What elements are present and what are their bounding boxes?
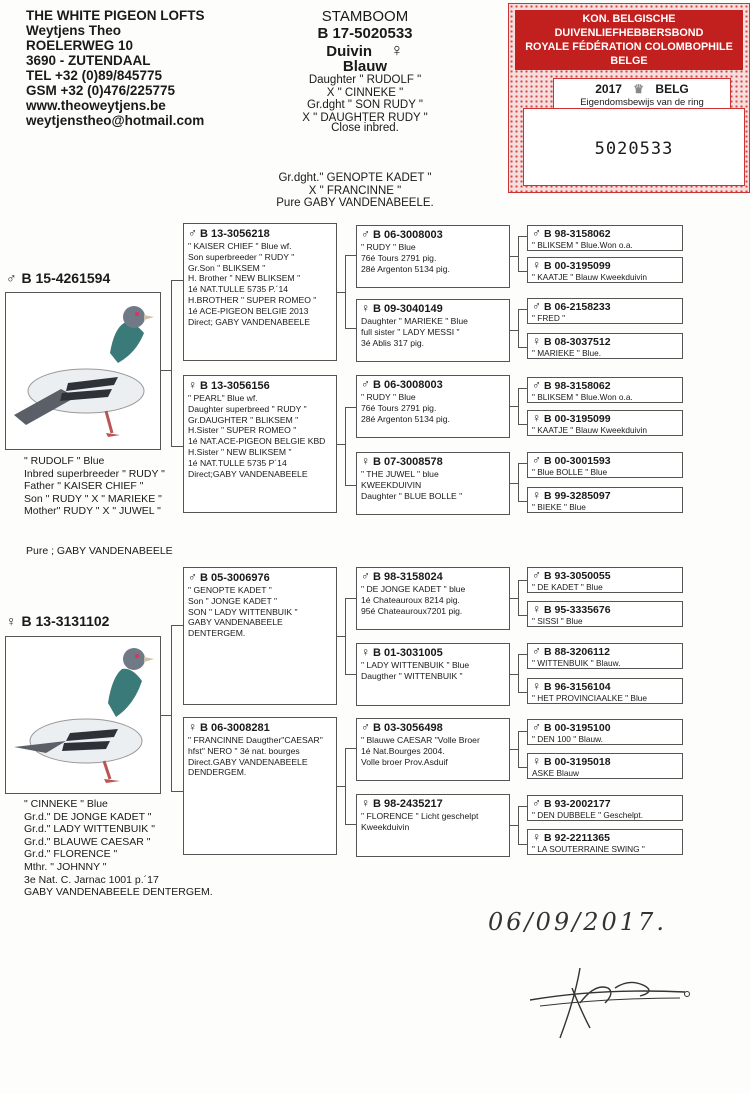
female-icon: ♀ — [188, 720, 197, 734]
box-line: " RUDY " Blue — [361, 242, 416, 252]
pedigree-box-gen4 — [527, 487, 683, 513]
pedigree-box-gen3 — [356, 643, 510, 706]
stamp-header — [515, 10, 743, 70]
page-title: STAMBOOM — [321, 8, 409, 25]
pedigree-box-sire-dam — [183, 375, 337, 513]
header-line: Close inbred. — [331, 122, 399, 134]
box-line: " WITTENBUIK " Blauw. — [532, 658, 621, 668]
male-icon: ♂ — [532, 453, 541, 467]
pedigree-box-gen4 — [527, 333, 683, 359]
pedigree-box-gen3 — [356, 794, 510, 857]
female-icon: ♀ — [532, 754, 541, 768]
box-line: 1é NAT.ACE-PIGEON BELGIE KBD — [188, 436, 326, 447]
pedigree-box-gen4 — [527, 795, 683, 821]
pedigree-box-gen4 — [527, 298, 683, 324]
connector — [510, 825, 518, 826]
box-line: " BLIKSEM " Blue.Won o.a. — [532, 392, 633, 402]
box-line: " RUDY " Blue — [361, 392, 416, 402]
stamp-org-nl: KON. BELGISCHE DUIVENLIEFHEBBERSBOND — [554, 13, 704, 39]
box-line: " LA SOUTERRAINE SWING " — [532, 844, 645, 854]
box-line: 1é Nat.Bourges 2004. — [361, 745, 445, 756]
box-line: " DEN 100 " Blauw. — [532, 734, 603, 744]
box-line: H.BROTHER " SUPER ROMEO " — [188, 294, 317, 305]
box-line: Daugther " WITTENBUIK " — [361, 670, 463, 681]
box-line: Gr.Son " BLIKSEM " — [188, 262, 266, 273]
pedigree-box-gen4 — [527, 257, 683, 283]
female-icon: ♀ — [532, 488, 541, 502]
female-icon: ♀ — [532, 679, 541, 693]
male-icon: ♂ — [361, 227, 370, 241]
ring-number: B 00-3195018 — [544, 756, 611, 768]
connector — [510, 674, 518, 675]
female-icon: ♀ — [532, 334, 541, 348]
male-icon: ♂ — [532, 568, 541, 582]
box-line: Daughter " MARIEKE " Blue — [361, 316, 468, 326]
male-icon: ♂ — [361, 720, 370, 734]
pedigree-box-gen4 — [527, 567, 683, 593]
lineage-note-line: X " FRANCINNE " — [308, 184, 402, 197]
desc-line: 3e Nat. C. Jarnac 1001 p.´17 — [24, 873, 159, 886]
pedigree-box-gen3 — [356, 225, 510, 288]
box-line: GABY VANDENABEELE — [188, 617, 283, 628]
box-line: full sister " LADY MESSI " — [361, 326, 460, 337]
box-line: hfst" NERO " 3é nat. bourges — [188, 745, 300, 756]
owner-block — [26, 8, 205, 128]
box-line: " DEN DUBBELE " Geschelpt. — [532, 810, 644, 820]
box-line: " BIEKE " Blue — [532, 502, 586, 512]
box-line: Direct;GABY VANDENABEELE — [188, 468, 308, 479]
ring-number: B 98-2435217 — [373, 798, 443, 810]
ring-number: B 98-3158062 — [544, 228, 611, 240]
box-line: Daughter " BLUE BOLLE " — [361, 490, 463, 501]
male-icon: ♂ — [532, 378, 541, 392]
connector — [510, 483, 518, 484]
female-icon: ♀ — [532, 830, 541, 844]
box-line: Son superbreeder " RUDY " — [188, 251, 295, 262]
female-icon: ♀ — [532, 258, 541, 272]
connector — [337, 786, 345, 787]
ring-number: B 06-2158233 — [544, 301, 611, 313]
box-line: 95é Chateauroux7201 pig. — [361, 605, 463, 616]
box-line: Kweekduivin — [361, 821, 410, 832]
desc-line: " RUDOLF " Blue — [24, 455, 105, 467]
pigeon-image — [6, 637, 160, 793]
sire-photo — [5, 292, 161, 450]
box-line: 3é Ablis 317 pig. — [361, 337, 425, 348]
male-icon: ♂ — [532, 644, 541, 658]
ring-number: B 06-3008003 — [373, 229, 443, 241]
box-line: 76é Tours 2791 pig. — [361, 252, 437, 263]
connector — [510, 330, 518, 331]
box-line: H.Sister " NEW BLIKSEM " — [188, 446, 292, 457]
ring-number: B 00-3195099 — [544, 413, 611, 425]
box-line: 1é ACE-PIGEON BELGIE 2013 — [188, 305, 309, 316]
desc-line: " CINNEKE " Blue — [24, 798, 108, 810]
pedigree-box-gen3 — [356, 299, 510, 362]
box-line: " LADY WITTENBUIK " Blue — [361, 660, 470, 670]
box-line: KWEEKDUIVIN — [361, 479, 422, 490]
ring-number: B 13-3056218 — [200, 228, 270, 240]
box-line: DENTERGEM. — [188, 628, 246, 639]
box-line: 1é NAT.TULLE 5735 P´14 — [188, 457, 287, 468]
header-line: X " DAUGHTER RUDY " — [302, 111, 428, 124]
box-line: " Blauwe CAESAR "Volle Broer — [361, 735, 480, 745]
box-line: SON " LADY WITTENBUIK " — [188, 606, 298, 617]
box-line: " PEARL" Blue wf. — [188, 393, 258, 403]
sire-ring — [6, 270, 110, 286]
female-icon: ♀ — [188, 378, 197, 392]
pedigree-box-sire-sire — [183, 223, 337, 361]
box-line: Daughter superbreed " RUDY " — [188, 403, 307, 414]
ring-ownership-stamp — [508, 3, 750, 193]
box-line: " FLORENCE " Licht geschelpt — [361, 811, 479, 821]
connector — [337, 636, 345, 637]
desc-line: Gr.d." FLORENCE " — [24, 848, 118, 861]
owner-line: GSM +32 (0)476/225775 — [26, 83, 175, 98]
female-icon: ♀ — [361, 796, 370, 810]
lineage-note-line: Pure GABY VANDENABEELE. — [276, 197, 434, 209]
ring-number: B 98-3158062 — [544, 380, 611, 392]
ring-number: B 92-2211365 — [544, 832, 610, 844]
desc-line: Mother" RUDY " X " JUWEL " — [24, 505, 161, 518]
box-line: H. Brother " NEW BLIKSEM " — [188, 273, 301, 284]
box-line: " MARIEKE " Blue. — [532, 348, 602, 358]
sire-description — [24, 455, 165, 518]
ring-number: B 06-3008003 — [373, 379, 443, 391]
box-line: DENDERGEM. — [188, 767, 247, 778]
pedigree-box-gen4 — [527, 601, 683, 627]
box-line: 1é Chateauroux 8214 pig. — [361, 594, 460, 605]
stamp-ring-number: 5020533 — [594, 139, 674, 159]
ring-number: B 08-3037512 — [544, 336, 611, 348]
desc-line: Son " RUDY " X " MARIEKE " — [24, 492, 162, 505]
connector — [161, 715, 171, 716]
crown-icon: ♛ — [633, 82, 645, 96]
box-line: 28é Argenton 5134 pig. — [361, 413, 450, 424]
box-line: " DE KADET " Blue — [532, 582, 603, 592]
male-icon: ♂ — [532, 299, 541, 313]
handwritten-date: 06/09/2017. — [488, 908, 667, 936]
desc-line: Gr.d." LADY WITTENBUIK " — [24, 823, 155, 836]
male-icon: ♂ — [532, 720, 541, 734]
stamp-country: BELG — [655, 82, 689, 96]
pedigree-box-gen4 — [527, 753, 683, 779]
box-line: " THE JUWEL " blue — [361, 469, 439, 479]
female-icon: ♀ — [532, 411, 541, 425]
female-icon: ♀ — [6, 613, 17, 629]
box-line: " KAATJE " Blauw Kweekduivin — [532, 425, 648, 435]
stamp-number-box — [523, 108, 745, 186]
box-line: " SISSI " Blue — [532, 616, 583, 626]
header-line: X " CINNEKE " — [326, 86, 404, 99]
pedigree-box-gen4 — [527, 225, 683, 251]
box-line: 76é Tours 2791 pig. — [361, 402, 437, 413]
box-line: " Blue BOLLE " Blue — [532, 467, 608, 477]
desc-line: Gr.d." BLAUWE CAESAR " — [24, 835, 151, 848]
owner-website: www.theoweytjens.be — [26, 98, 166, 113]
desc-line: Mthr. " JOHNNY " — [24, 860, 107, 873]
subject-color: Blauw — [342, 58, 388, 75]
owner-line: TEL +32 (0)89/845775 — [26, 68, 162, 83]
owner-email: weytjenstheo@hotmail.com — [26, 113, 205, 128]
female-icon: ♀ — [361, 645, 370, 659]
owner-line: 3690 - ZUTENDAAL — [26, 53, 151, 68]
male-icon: ♂ — [188, 226, 197, 240]
box-line: Volle broer Prov.Asduif — [361, 756, 448, 767]
pedigree-box-gen3 — [356, 718, 510, 781]
sire-ring-number: B 15-4261594 — [21, 270, 111, 286]
stamp-year: 2017 — [595, 82, 622, 96]
box-line: " KAATJE " Blauw Kweekduivin — [532, 272, 648, 282]
owner-line: ROELERWEG 10 — [26, 38, 134, 53]
header-line: Gr.dght " SON RUDY " — [307, 99, 423, 111]
box-line: H.Sister " SUPER ROMEO " — [188, 425, 297, 436]
male-icon: ♂ — [188, 570, 197, 584]
box-line: " FRANCINNE Daugther"CAESAR" — [188, 735, 323, 745]
stamp-org-fr: ROYALE FÉDÉRATION COLOMBOPHILE BELGE — [525, 41, 733, 67]
pedigree-box-gen4 — [527, 410, 683, 436]
pedigree-box-gen4 — [527, 452, 683, 478]
desc-line: GABY VANDENABEELE DENTERGEM. — [24, 886, 213, 899]
pedigree-box-dam-sire — [183, 567, 337, 705]
box-line: Direct; GABY VANDENABEELE — [188, 316, 310, 327]
ring-number: B 98-3158024 — [373, 571, 443, 583]
box-line: Gr.DAUGHTER " BLIKSEM " — [188, 414, 299, 425]
pedigree-box-gen4 — [527, 377, 683, 403]
female-icon: ♀ — [361, 454, 370, 468]
connector — [337, 444, 345, 445]
desc-line: Father " KAISER CHIEF " — [24, 480, 144, 493]
male-icon: ♂ — [532, 226, 541, 240]
ring-number: B 05-3006976 — [200, 572, 270, 584]
lineage-note — [245, 172, 465, 210]
pigeon-image — [6, 293, 160, 449]
dam-photo — [5, 636, 161, 794]
box-line: " DE JONGE KADET " blue — [361, 584, 466, 594]
male-icon: ♂ — [532, 796, 541, 810]
ring-number: B 07-3008578 — [373, 456, 443, 468]
connector — [510, 406, 518, 407]
signature — [520, 958, 700, 1048]
pedigree-box-gen4 — [527, 719, 683, 745]
subject-sex: Duivin ♀ — [326, 40, 404, 60]
desc-line: Gr.d." DE JONGE KADET " — [24, 810, 152, 823]
connector — [337, 292, 345, 293]
ring-number: B 00-3195100 — [544, 722, 611, 734]
connector — [510, 256, 518, 257]
ring-number: B 00-3001593 — [544, 455, 611, 467]
ring-number: B 96-3156104 — [544, 681, 611, 693]
male-icon: ♂ — [361, 569, 370, 583]
pedigree-box-gen3 — [356, 375, 510, 438]
pedigree-box-gen4 — [527, 829, 683, 855]
ring-number: B 03-3056498 — [373, 722, 443, 734]
ring-number: B 93-2002177 — [544, 798, 611, 810]
connector — [510, 598, 518, 599]
ring-number: B 95-3335676 — [544, 604, 611, 616]
box-line: " BLIKSEM " Blue.Won o.a. — [532, 240, 633, 250]
header-line: Daughter " RUDOLF " — [308, 74, 422, 86]
male-icon: ♂ — [361, 377, 370, 391]
female-icon: ♀ — [532, 602, 541, 616]
box-line: Direct.GABY VANDENABEELE — [188, 756, 308, 767]
box-line: 1é NAT.TULLE 5735 P.´14 — [188, 284, 289, 295]
owner-line: Weytjens Theo — [26, 23, 122, 38]
dam-ring-number: B 13-3131102 — [21, 613, 110, 629]
female-icon: ♀ — [361, 301, 370, 315]
box-line: 28é Argenton 5134 pig. — [361, 263, 450, 274]
male-icon: ♂ — [6, 270, 17, 286]
box-line: ASKE Blauw — [532, 768, 580, 778]
desc-line: Inbred superbreeder " RUDY " — [24, 467, 165, 480]
ring-number: B 88-3206112 — [544, 646, 610, 658]
subject-ring: B 17-5020533 — [317, 25, 413, 42]
ring-number: B 06-3008281 — [200, 722, 270, 734]
ring-number: B 93-3050055 — [544, 570, 611, 582]
dam-ring — [6, 613, 109, 629]
ring-number: B 01-3031005 — [373, 647, 443, 659]
pedigree-box-gen3 — [356, 567, 510, 630]
stamp-title-nl: Eigendomsbewijs van de ring — [580, 97, 704, 108]
ring-number: B 99-3285097 — [544, 490, 611, 502]
pedigree-header — [260, 8, 470, 133]
owner-line: THE WHITE PIGEON LOFTS — [26, 8, 205, 23]
box-line: " GENOPTE KADET " — [188, 585, 272, 595]
ring-number: B 00-3195099 — [544, 260, 611, 272]
pedigree-box-dam-dam — [183, 717, 337, 855]
pedigree-box-gen4 — [527, 643, 683, 669]
lineage-note-line: Gr.dght." GENOPTE KADET " — [278, 172, 432, 184]
box-line: " HET PROVINCIAALKE " Blue — [532, 693, 648, 703]
female-icon: ♀ — [390, 40, 404, 60]
box-line: " KAISER CHIEF " Blue wf. — [188, 241, 292, 251]
pedigree-box-gen4 — [527, 678, 683, 704]
pedigree-box-gen3 — [356, 452, 510, 515]
connector — [161, 370, 171, 371]
ring-number: B 13-3056156 — [200, 380, 270, 392]
ring-number: B 09-3040149 — [373, 303, 443, 315]
box-line: " FRED " — [532, 313, 566, 323]
pure-note: Pure ; GABY VANDENABEELE — [26, 545, 173, 557]
connector — [510, 749, 518, 750]
box-line: Son " JONGE KADET " — [188, 595, 278, 606]
